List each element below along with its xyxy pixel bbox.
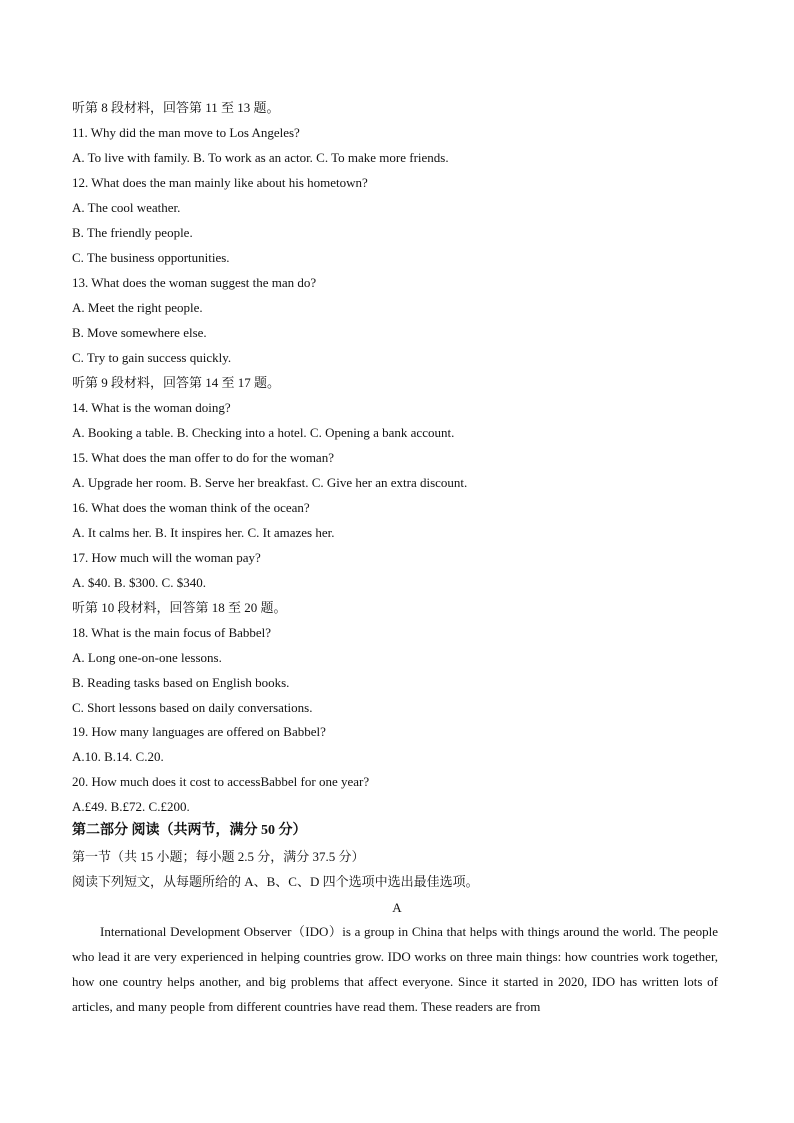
listening-instruction-9: 听第 9 段材料，回答第 14 至 17 题。 [72,375,281,390]
passage-text: International Development Observer（IDO）is a group in China that helps with things around the world. The people who lead it are very experienced in helping countries grow. IDO works on three main things: how countries work together, how one country helps another, and big problems that affect everyone. Since it started in 2020, IDO has written lots of articles, and many people from different countries have read them. These readers are from [72,924,718,1014]
question-12: 12. What does the man mainly like about his hometown? [72,175,368,190]
question-15: 15. What does the man offer to do for the woman? [72,450,334,465]
question-18-option-a: A. Long one-on-one lessons. [72,650,222,665]
question-18: 18. What is the main focus of Babbel? [72,625,272,640]
question-12-option-a: A. The cool weather. [72,200,181,215]
question-14: 14. What is the woman doing? [72,400,231,415]
question-20-options: A.£49. B.£72. C.£200. [72,799,190,814]
listening-instruction-10: 听第 10 段材料，回答第 18 至 20 题。 [72,600,287,615]
question-13-option-a: A. Meet the right people. [72,300,203,315]
question-11: 11. Why did the man move to Los Angeles? [72,125,300,140]
question-19: 19. How many languages are offered on Babbel? [72,724,326,739]
question-13-option-b: B. Move somewhere else. [72,325,207,340]
question-11-options: A. To live with family. B. To work as an actor. C. To make more friends. [72,150,449,165]
subsection-title: 第一节（共 15 小题；每小题 2.5 分，满分 37.5 分） [72,849,365,864]
question-16-options: A. It calms her. B. It inspires her. C. It amazes her. [72,525,335,540]
question-20: 20. How much does it cost to accessBabbel for one year? [72,774,370,789]
question-15-options: A. Upgrade her room. B. Serve her breakfast. C. Give her an extra discount. [72,475,468,490]
question-13-option-c: C. Try to gain success quickly. [72,350,232,365]
question-13: 13. What does the woman suggest the man do? [72,275,317,290]
question-16: 16. What does the woman think of the ocean? [72,500,310,515]
passage-label: A [392,900,402,915]
question-19-options: A.10. B.14. C.20. [72,749,164,764]
question-18-option-b: B. Reading tasks based on English books. [72,675,290,690]
question-17: 17. How much will the woman pay? [72,550,261,565]
question-12-option-b: B. The friendly people. [72,225,193,240]
question-17-options: A. $40. B. $300. C. $340. [72,575,206,590]
question-14-options: A. Booking a table. B. Checking into a hotel. C. Opening a bank account. [72,425,455,440]
section-title: 第二部分 阅读（共两节，满分 50 分） [72,823,307,838]
question-18-option-c: C. Short lessons based on daily conversations. [72,700,313,715]
reading-instruction: 阅读下列短文，从每题所给的 A、B、C、D 四个选项中选出最佳选项。 [72,874,479,889]
listening-instruction-8: 听第 8 段材料，回答第 11 至 13 题。 [72,100,280,115]
question-12-option-c: C. The business opportunities. [72,250,230,265]
